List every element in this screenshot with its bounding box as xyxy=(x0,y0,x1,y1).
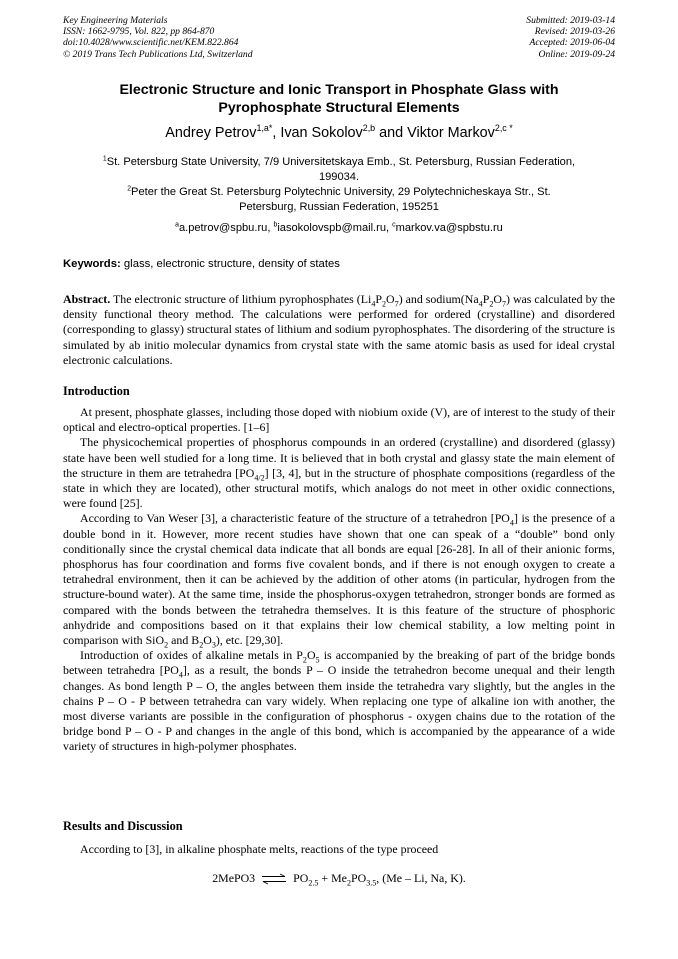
paragraph: The physicochemical properties of phosphorus compounds in an ordered (crystalline) and disordered (glassy) state have been well studied for a long time. It is believed that in both crystal and glassy state the main element of the structure in them are tetrahedra $[PO_{4/2}]$ [3, 4], but in the structure of phosphate compositions (regardless of the state in which they are located), other structural motifs, which analogs do not meet in other oxidic connections, were found [25]. xyxy=(63,435,615,511)
paragraph: According to Van Weser [3], a characteristic feature of the structure of a tetrahedron $[PO_4]$ is the presence of a double bond in it. However, more recent studies have shown that one can speak of a “double” bond only conditionally since the crystal chemical data indicate that all bonds are equal [26-28]. In all of their anionic forms, phosphorus has four coordination and forms five covalent bonds, and if there is not enough oxygen to create a tetrahedral environment, then it can be achieved by the addition of other atoms (in particular, hydrogen from the structure-bound water). At the same time, inside the phosphorus-oxygen tetrahedron, stronger bonds are formed as compared with the bonds between the tetrahedra themselves. It is this feature of the structure of phosphoric anhydride and compositions based on it that explains their low chemical stability, a low melting point in comparison with SiO$_2$ and $B_2O_3$), etc. [29,30]. xyxy=(63,511,615,650)
paragraph: Introduction of oxides of alkaline metals in $P_2O_5$ is accompanied by the breaking of part of the bridge bonds between tetrahedra $[PO_4]$, as a result, the bonds P – O inside the tetrahedron become unequal and their length changes. As bond length P – O, the angles between them inside the tetrahedra vary slightly, but the angles in the chains P – O - P between tetrahedra can vary widely. When replacing one type of alkaline ion with another, the most diverse variants are possible in the configuration of phosphorus - oxygen chains due to the rotation of the bridge bond P – O - P and changes in the angle of this bond, which is accompanied by the appearance of a wide variety of structures in high-polymer phosphates. xyxy=(63,648,615,754)
paragraph: At present, phosphate glasses, including those doped with niobium oxide (V), are of interest to the study of their optical and electro-optical properties. [1–6] xyxy=(63,405,615,435)
abstract xyxy=(63,292,615,368)
email-link[interactable]: iasokolovspb@mail.ru xyxy=(277,222,386,234)
author-name: Andrey Petrov xyxy=(165,125,257,141)
introduction-body xyxy=(63,405,615,755)
copyright-line: © 2019 Trans Tech Publications Ltd, Switzerland xyxy=(63,48,253,60)
affiliation-2: $^2$Peter the Great St. Petersburg Polytechnic University, 29 Polytechnicheskaya Str., St. Petersburg, Russian Federation, 195251 xyxy=(127,185,551,214)
author-emails: $^a$a.petrov@spbu.ru, $^b$iasokolovspb@mail.ru, $^c$markov.va@spbstu.ru xyxy=(175,221,503,234)
paper-title: Electronic Structure and Ionic Transport in Phosphate Glass with Pyrophosphate Structural Elements xyxy=(119,82,559,116)
accepted-date: Accepted: 2019-06-04 xyxy=(529,37,615,49)
keywords-label: Keywords: xyxy=(63,258,121,270)
keywords-text: glass, electronic structure, density of states xyxy=(120,258,340,270)
email-link[interactable]: markov.va@spbstu.ru xyxy=(395,222,503,234)
abstract-text: The electronic structure of lithium pyrophosphates $(Li_4P_2O_7)$ and $sodium(Na_4P_2O_7)$ was calculated by the density functional theory method. The calculations were performed for ordered (crystalline) and disordered (corresponding to glassy) structural states of lithium and sodium pyrophosphates. The disordering of the structure is simulated by ab initio molecular dynamics from crystal state with the same atomic basis as used for ideal crystal electronic calculations. xyxy=(63,292,615,367)
author-marker: 2,c * xyxy=(494,123,513,134)
submitted-date: Submitted: 2019-03-14 xyxy=(526,15,615,26)
email-link[interactable]: a.petrov@spbu.ru xyxy=(178,222,268,234)
equilibrium-arrows-icon xyxy=(261,873,287,885)
author-marker: 1,a* xyxy=(256,123,273,134)
submission-dates xyxy=(526,15,615,60)
author-name: Viktor Markov xyxy=(407,125,495,141)
online-date: Online: 2019-09-24 xyxy=(538,48,615,60)
keywords xyxy=(63,257,615,271)
abstract-label: Abstract. xyxy=(63,292,111,306)
section-heading-introduction: Introduction xyxy=(63,384,130,398)
results-paragraph: According to [3], in alkaline phosphate melts, reactions of the type proceed xyxy=(80,842,439,856)
affiliation-1: $^1$St. Petersburg State University, 7/9 Universitetskaya Emb., St. Petersburg, Russian Federation, 199034. xyxy=(102,155,576,184)
journal-info xyxy=(63,15,253,60)
equation-right: $PO_{2.5} + Me_2PO_{3.5}$, (Me – Li, Na, K). xyxy=(293,871,466,888)
author-list: Andrey Petrov$^{1,a*}$, Ivan Sokolov$^{2,b}$ and Viktor Markov$^{2,c *}$ xyxy=(165,123,513,141)
author-marker: 2,b xyxy=(362,123,376,134)
reaction-equation xyxy=(63,871,615,886)
author-name: Ivan Sokolov xyxy=(280,125,363,141)
revised-date: Revised: 2019-03-26 xyxy=(534,26,615,38)
issn-line: ISSN: 1662-9795, Vol. 822, pp 864-870 xyxy=(63,26,215,38)
journal-name: Key Engineering Materials xyxy=(63,15,168,26)
doi-line: doi:10.4028/www.scientific.net/KEM.822.864 xyxy=(63,37,239,49)
equation-left: 2MePO3 xyxy=(212,871,256,885)
section-heading-results: Results and Discussion xyxy=(63,819,183,833)
